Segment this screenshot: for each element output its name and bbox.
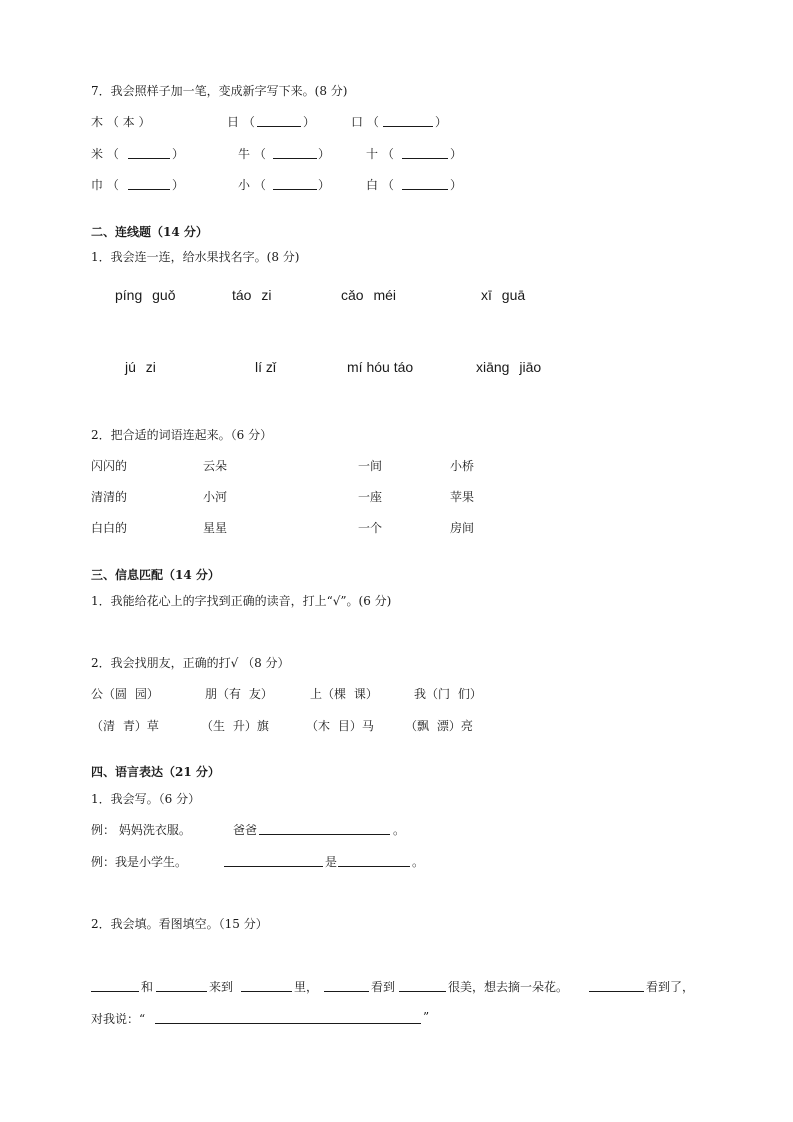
word-col4[interactable]: 房间	[450, 521, 475, 535]
word-col3[interactable]: 一个	[358, 521, 383, 535]
friend-choice[interactable]: （木 目）马	[306, 719, 374, 733]
word-col1[interactable]: 白白的	[91, 521, 128, 535]
answer-blank[interactable]	[273, 177, 317, 190]
section4-q1-title: 1．我会写。（6 分）	[91, 792, 201, 806]
pinyin-item[interactable]: xiāng jiāo	[476, 359, 542, 375]
section3-q1-title: 1．我能给花心上的字找到正确的读音，打上“√”。(6 分)	[91, 594, 392, 608]
friend-choice[interactable]: 上（棵 课）	[310, 687, 378, 701]
pinyin-item[interactable]: mí hóu táo	[347, 359, 414, 375]
q7-item-kou: 口 （	[351, 115, 379, 129]
answer-blank[interactable]	[399, 979, 446, 992]
friend-choice[interactable]: 公（圆 园）	[91, 687, 159, 701]
q7-item-ri: 日 （	[227, 115, 255, 129]
friend-choice[interactable]: （生 升）旗	[201, 719, 269, 733]
word-col2[interactable]: 云朵	[203, 459, 228, 473]
section2-title: 二、连线题（14 分）	[91, 225, 208, 239]
q7-example: 木 （ 本 ）	[91, 115, 151, 129]
section3-q2-title: 2．我会找朋友，正确的打√ （8 分）	[91, 656, 290, 670]
answer-blank[interactable]	[91, 979, 139, 992]
friend-choice[interactable]: （清 青）草	[91, 719, 159, 733]
answer-blank[interactable]	[273, 146, 317, 159]
answer-blank[interactable]	[224, 854, 323, 867]
q7-item-xiao: 小 （	[238, 178, 266, 192]
answer-blank[interactable]	[257, 114, 301, 127]
word-col2[interactable]: 星星	[203, 521, 228, 535]
section4-q2-title: 2．我会填。看图填空。（15 分）	[91, 917, 268, 931]
friend-choice[interactable]: （飘 漂）亮	[405, 719, 473, 733]
answer-blank[interactable]	[156, 979, 207, 992]
answer-blank[interactable]	[402, 177, 448, 190]
word-col3[interactable]: 一间	[358, 459, 383, 473]
q7-item-jin: 巾 （	[91, 178, 119, 192]
q7-item-shi: 十 （	[366, 147, 394, 161]
pinyin-item[interactable]: xī guā	[481, 287, 526, 303]
q7-item-mi: 米 （	[91, 147, 119, 161]
answer-blank[interactable]	[155, 1011, 421, 1024]
section2-q1-title: 1．我会连一连，给水果找名字。(8 分)	[91, 250, 300, 264]
answer-blank[interactable]	[383, 114, 433, 127]
answer-blank[interactable]	[324, 979, 369, 992]
friend-choice[interactable]: 我（门 们）	[414, 687, 482, 701]
word-col3[interactable]: 一座	[358, 490, 383, 504]
answer-blank[interactable]	[241, 979, 292, 992]
section3-title: 三、信息匹配（14 分）	[91, 568, 220, 582]
word-col1[interactable]: 清清的	[91, 490, 128, 504]
answer-blank[interactable]	[128, 146, 170, 159]
q7-item-bai: 白 （	[366, 178, 394, 192]
q7-item-niu: 牛 （	[238, 147, 266, 161]
answer-blank[interactable]	[589, 979, 644, 992]
answer-blank[interactable]	[259, 822, 390, 835]
pinyin-item[interactable]: lí zǐ	[255, 359, 276, 375]
word-col4[interactable]: 苹果	[450, 490, 475, 504]
q7-title: 7．我会照样子加一笔，变成新字写下来。(8 分)	[91, 84, 348, 98]
pinyin-item[interactable]: táo zi	[232, 287, 272, 303]
word-col4[interactable]: 小桥	[450, 459, 475, 473]
word-col1[interactable]: 闪闪的	[91, 459, 128, 473]
answer-blank[interactable]	[128, 177, 170, 190]
pinyin-item[interactable]: cǎo méi	[341, 287, 397, 303]
answer-blank[interactable]	[402, 146, 448, 159]
pinyin-item[interactable]: jú zi	[125, 359, 156, 375]
answer-blank[interactable]	[338, 854, 410, 867]
section2-q2-title: 2．把合适的词语连起来。（6 分）	[91, 428, 273, 442]
pinyin-item[interactable]: píng guǒ	[115, 287, 176, 303]
word-col2[interactable]: 小河	[203, 490, 228, 504]
section4-title: 四、语言表达（21 分）	[91, 765, 220, 779]
friend-choice[interactable]: 朋（有 友）	[205, 687, 273, 701]
